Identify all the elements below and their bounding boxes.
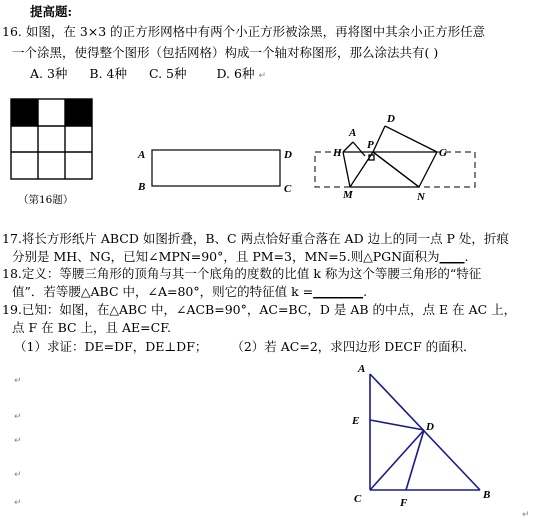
q18-blank: ________	[313, 284, 364, 299]
q17-line1: 17.将长方形纸片 ABCD 如图折叠，B、C 两点恰好重合落在 AD 边上的同一点 P 处，折痕	[2, 231, 509, 246]
q16-line1: 16. 如图，在 3×3 的正方形网格中有两个小正方形被涂黑，再将图中其余小正方形任意	[2, 24, 486, 39]
label-a2: A	[349, 127, 357, 139]
triangle-figure	[340, 358, 510, 518]
shaded-cell	[11, 99, 38, 126]
option-b: B. 4种	[89, 66, 127, 81]
label-a3: A	[358, 363, 366, 375]
q19-part1: （1）求证：DE=DF，DE⊥DF；	[14, 339, 208, 354]
label-c3: C	[354, 493, 362, 505]
q17-period: .	[464, 249, 469, 264]
shaded-cell	[65, 99, 92, 126]
paragraph-mark: ↵	[14, 376, 22, 386]
label-p: P	[367, 139, 374, 151]
label-c: C	[284, 183, 292, 195]
q18-line1: 18.定义：等腰三角形的顶角与其一个底角的度数的比值 k 称为这个等腰三角形的“特征	[2, 266, 482, 281]
q19-part2: （2）若 AC=2，求四边形 DECF 的面积．	[231, 339, 476, 354]
label-h: H	[333, 147, 342, 159]
q17-line2	[12, 249, 469, 265]
option-d: D. 6种	[216, 66, 255, 81]
paragraph-mark: ↵	[14, 470, 22, 480]
option-c: C. 5种	[148, 66, 187, 81]
label-b: B	[138, 181, 146, 193]
paragraph-mark: ↵	[14, 498, 22, 508]
label-b3: B	[483, 489, 491, 501]
q16-line2: 一个涂黑，使得整个图形（包括网格）构成一个轴对称图形，那么涂法共有( )	[12, 45, 439, 60]
section-title: 提高题:	[30, 4, 73, 19]
paragraph-mark: ↵	[14, 436, 22, 446]
rectangle-figure	[132, 140, 302, 200]
label-g: G	[439, 147, 447, 159]
label-d3: D	[426, 421, 434, 433]
folded-figure	[305, 108, 485, 203]
option-a: A. 3种	[30, 66, 68, 81]
q17-blank: ____	[439, 249, 465, 264]
label-d: D	[284, 149, 292, 161]
grid-figure	[10, 98, 96, 182]
q19-line1: 19.已知：如图，在△ABC 中，∠ACB=90°，AC=BC，D 是 AB 的中点，点 E 在 AC 上，	[2, 302, 517, 317]
paragraph-mark: ↵	[522, 510, 530, 520]
q18-line2	[12, 284, 367, 300]
q19-parts	[14, 339, 476, 355]
q17-text: 分别是 MH、NG，已知∠MPN=90°，且 PM=3，MN=5.则△PGN面积为	[12, 249, 440, 264]
q18-text: 值”．若等腰△ABC 中，∠A=80°，则它的特征值 k =	[12, 284, 314, 299]
label-e: E	[352, 415, 360, 427]
q19-line2: 点 F 在 BC 上，且 AE=CF.	[12, 320, 171, 335]
paragraph-mark: ↵	[14, 412, 22, 422]
paragraph-mark: ↵	[258, 71, 266, 81]
q16-caption: （第16题）	[18, 194, 74, 206]
label-f: F	[400, 497, 408, 509]
label-a: A	[138, 149, 146, 161]
label-n: N	[417, 191, 425, 203]
label-d2: D	[387, 113, 395, 125]
q16-options	[30, 66, 266, 84]
q18-period: .	[363, 284, 368, 299]
label-m: M	[343, 189, 353, 201]
